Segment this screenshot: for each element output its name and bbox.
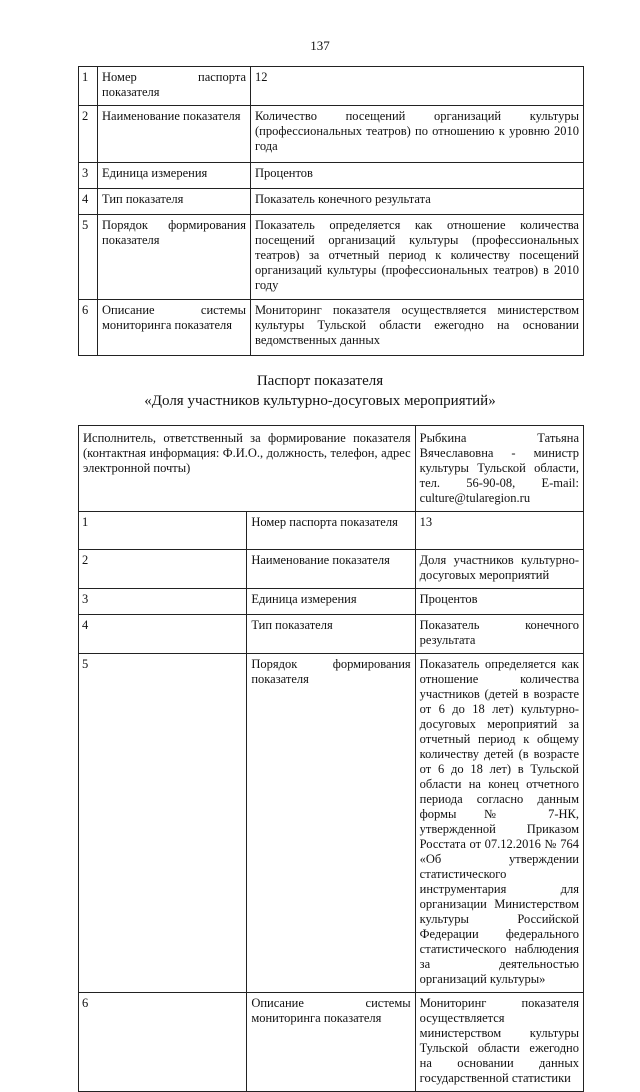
row-value: Мониторинг показателя осуществляется министерством культуры Тульской области ежегодно на основании ведомственных данных: [251, 300, 584, 356]
row-label: Тип показателя: [247, 615, 415, 654]
table-row: [79, 163, 584, 189]
row-number: 3: [79, 163, 98, 189]
row-number: 3: [79, 589, 247, 615]
row-value: Показатель определяется как отношение количества участников (детей в возрасте от 6 до 18 лет) культурно-досуговых мероприятий за отчетный период к общему количеству детей (в возрасте от 6 до 18 лет) в Тульской области на конец отчетного периода согласно данным формы № 7-НК, утвержденной Приказом Росстата от 07.12.2016 № 764 «Об утверждении статистического инструментария для организации Министерством культуры Российской Федерации федерального статистического наблюдения за деятельностью организаций культуры»: [415, 654, 583, 993]
row-number: 4: [79, 615, 247, 654]
row-number: 1: [79, 512, 247, 550]
row-label: Наименование показателя: [98, 106, 251, 163]
row-value: Мониторинг показателя осуществляется министерством культуры Тульской области ежегодно на основании данных государственной статистики: [415, 993, 583, 1092]
row-number: 4: [79, 189, 98, 215]
indicator-passport-table-12: [78, 66, 584, 356]
table-row: [79, 215, 584, 300]
indicator-passport-table-13: [78, 425, 584, 1092]
row-value: Показатель конечного результата: [251, 189, 584, 215]
row-value: Процентов: [251, 163, 584, 189]
table-row: [79, 106, 584, 163]
table-row: [79, 993, 584, 1092]
row-label: Тип показателя: [98, 189, 251, 215]
row-label: Номер паспорта показателя: [247, 512, 415, 550]
row-label: Единица измерения: [247, 589, 415, 615]
row-number: 6: [79, 300, 98, 356]
section-subtitle: «Доля участников культурно-досуговых мероприятий»: [144, 393, 496, 409]
table-row: [79, 512, 584, 550]
row-value: 12: [251, 67, 584, 106]
table-row: [79, 189, 584, 215]
row-label: Наименование показателя: [247, 550, 415, 589]
row-label: Номер паспорта показателя: [98, 67, 251, 106]
row-label: Описание системы мониторинга показателя: [98, 300, 251, 356]
table-row: [79, 615, 584, 654]
section-title: Паспорт показателя: [256, 373, 384, 389]
table-row: [79, 67, 584, 106]
table-row: [79, 300, 584, 356]
executor-row: [79, 426, 584, 512]
row-number: 1: [79, 67, 98, 106]
row-value: Доля участников культурно-досуговых мероприятий: [415, 550, 583, 589]
row-label: Описание системы мониторинга показателя: [247, 993, 415, 1092]
row-label: Единица измерения: [98, 163, 251, 189]
table-row: [79, 550, 584, 589]
row-number: 2: [79, 106, 98, 163]
row-value: Показатель определяется как отношение количества посещений организаций культуры (профессиональных театров) за отчетный период к количеству посещений организаций культуры (профессиональных театров) в 2010 году: [251, 215, 584, 300]
row-number: 5: [79, 215, 98, 300]
row-value: Показатель конечного результата: [415, 615, 583, 654]
row-value: 13: [415, 512, 583, 550]
row-number: 5: [79, 654, 247, 993]
executor-value: Рыбкина Татьяна Вячеславовна - министр культуры Тульской области, тел. 56-90-08, E-mail: culture@tularegion.ru: [415, 426, 583, 512]
row-number: 6: [79, 993, 247, 1092]
row-number: 2: [79, 550, 247, 589]
row-value: Процентов: [415, 589, 583, 615]
table-row: [79, 589, 584, 615]
row-label: Порядок формирования показателя: [247, 654, 415, 993]
executor-label: Исполнитель, ответственный за формирование показателя (контактная информация: Ф.И.О., должность, телефон, адрес электронной почты): [79, 426, 416, 512]
table-row: [79, 654, 584, 993]
row-value: Количество посещений организаций культуры (профессиональных театров) по отношению к уровню 2010 года: [251, 106, 584, 163]
row-label: Порядок формирования показателя: [98, 215, 251, 300]
page-number: 137: [310, 38, 330, 53]
